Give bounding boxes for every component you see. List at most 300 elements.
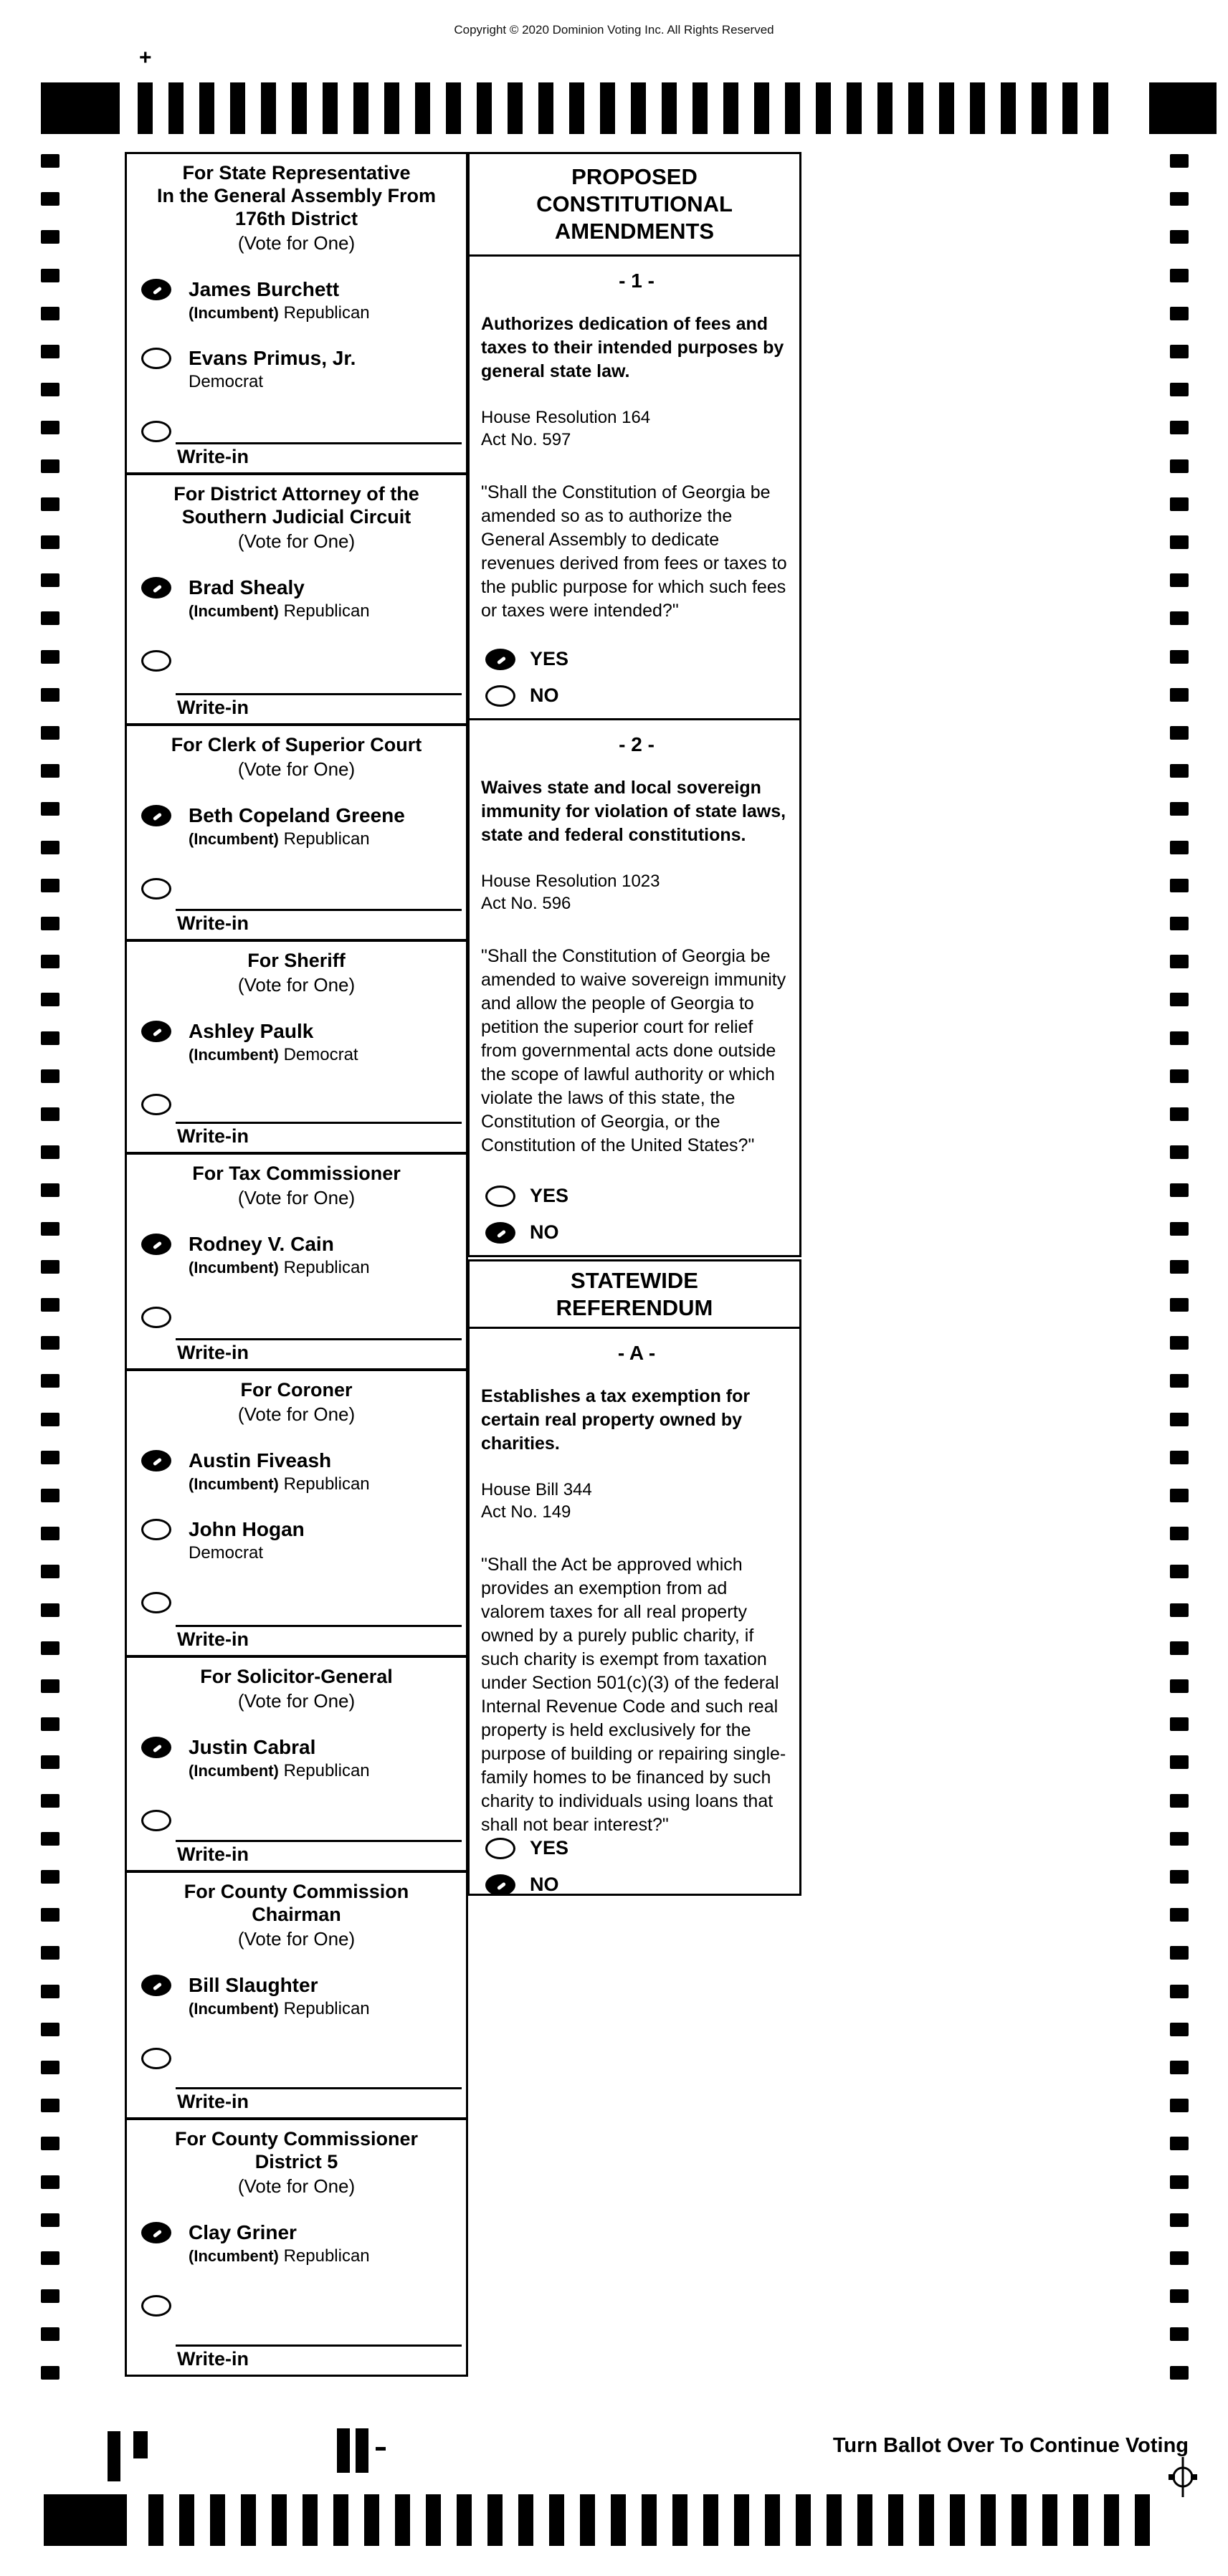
timing-mark — [1170, 1641, 1189, 1655]
contest-title — [127, 1162, 466, 1185]
timing-mark — [41, 650, 60, 664]
timing-bar — [272, 2494, 287, 2546]
timing-mark — [1170, 1145, 1189, 1159]
filled-oval[interactable] — [141, 577, 171, 598]
timing-mark — [1170, 230, 1189, 244]
timing-bar — [415, 82, 430, 134]
candidate-row — [141, 1519, 460, 1563]
timing-mark — [1170, 1946, 1189, 1960]
timing-bar — [138, 82, 153, 134]
timing-bar — [939, 82, 954, 134]
reference-line: House Resolution 164 — [481, 408, 651, 427]
filled-oval[interactable] — [141, 1450, 171, 1471]
timing-bar — [426, 2494, 441, 2546]
timing-bar — [241, 2494, 256, 2546]
blank-choice-row — [141, 1094, 460, 1115]
timing-mark — [1170, 154, 1189, 168]
empty-oval[interactable] — [141, 421, 171, 442]
candidate-text — [189, 1519, 305, 1563]
empty-oval[interactable] — [485, 685, 515, 707]
measure-references — [481, 406, 792, 451]
contest-title-line: 176th District — [234, 208, 358, 229]
timing-mark — [1170, 573, 1189, 587]
timing-mark — [1170, 1679, 1189, 1693]
contest-title-line: For District Attorney of the — [173, 483, 419, 505]
blank-choice-row — [141, 1307, 460, 1328]
measure-choices — [485, 1837, 792, 1896]
timing-band-top — [41, 82, 1217, 134]
candidate-party — [189, 1543, 305, 1563]
code-dash — [376, 2447, 386, 2451]
contest-title-line: For Sheriff — [247, 950, 346, 971]
timing-mark — [41, 1641, 60, 1655]
code-bar — [356, 2428, 368, 2473]
vote-for-instruction: (Vote for One) — [237, 1690, 356, 1712]
timing-mark — [41, 2099, 60, 2112]
timing-mark — [1170, 1336, 1189, 1350]
measure-number: - A - — [617, 1342, 656, 1364]
timing-mark — [1170, 269, 1189, 282]
timing-mark — [41, 726, 60, 740]
candidate-party — [189, 1761, 370, 1781]
timing-mark — [1170, 192, 1189, 206]
empty-oval[interactable] — [141, 2295, 171, 2317]
contest-title — [127, 1880, 466, 1926]
timing-mark — [1170, 993, 1189, 1006]
candidate-row — [141, 348, 460, 392]
vote-for-instruction: (Vote for One) — [237, 232, 356, 254]
timing-mark — [41, 917, 60, 930]
vote-for-instruction: (Vote for One) — [237, 1403, 356, 1425]
write-in-area — [127, 2087, 466, 2117]
timing-bar — [981, 2494, 996, 2546]
timing-mark — [1170, 383, 1189, 396]
contest-title — [127, 733, 466, 756]
timing-bar — [538, 82, 553, 134]
contest-box — [127, 1658, 466, 1873]
contest-box — [127, 1873, 466, 2120]
candidate-party — [189, 601, 370, 621]
choice-label: NO — [530, 1874, 559, 1895]
timing-mark — [41, 230, 60, 244]
timing-bar — [364, 2494, 379, 2546]
timing-mark — [41, 307, 60, 320]
timing-mark — [41, 1870, 60, 1884]
header-line: CONSTITUTIONAL — [536, 191, 733, 216]
write-in-line[interactable] — [176, 1338, 462, 1340]
timing-mark — [1170, 2289, 1189, 2303]
contest-title-line: In the General Assembly From — [156, 185, 437, 206]
timing-mark — [1170, 764, 1189, 778]
contest-title-line: For Solicitor-General — [200, 1666, 393, 1687]
timing-bar — [1073, 2494, 1088, 2546]
timing-mark — [41, 1107, 60, 1121]
timing-mark — [1170, 841, 1189, 854]
write-in-line[interactable] — [176, 693, 462, 695]
candidate-name: Justin Cabral — [189, 1736, 316, 1758]
candidate-text — [189, 1975, 370, 2019]
filled-oval[interactable] — [141, 1975, 171, 1996]
no-choice-row — [485, 1874, 792, 1896]
timing-mark — [1170, 1870, 1189, 1884]
contest-column — [125, 152, 468, 2377]
party-label: Republican — [283, 1761, 370, 1780]
filled-oval[interactable] — [485, 1874, 515, 1896]
candidate-text — [189, 1450, 370, 1494]
candidate-name: John Hogan — [189, 1518, 305, 1540]
measure-choices — [485, 1185, 792, 1244]
empty-oval[interactable] — [485, 1186, 515, 1207]
timing-marks-right — [1170, 154, 1189, 2448]
filled-oval[interactable] — [141, 805, 171, 826]
timing-mark — [1170, 1260, 1189, 1274]
timing-mark — [41, 2289, 60, 2303]
candidate-text — [189, 279, 370, 323]
filled-oval[interactable] — [485, 1222, 515, 1244]
timing-mark — [1170, 917, 1189, 930]
timing-mark — [41, 688, 60, 702]
incumbent-label: (Incumbent) — [189, 1046, 279, 1064]
timing-bar — [569, 82, 584, 134]
timing-mark — [1170, 1985, 1189, 1998]
write-in-line[interactable] — [176, 442, 462, 444]
yes-choice-row — [485, 1185, 792, 1207]
timing-bar — [877, 82, 893, 134]
timing-bar — [908, 82, 923, 134]
timing-mark — [41, 2213, 60, 2227]
write-in-area — [127, 909, 466, 939]
timing-bar — [395, 2494, 410, 2546]
timing-mark — [41, 1031, 60, 1045]
timing-mark — [41, 1069, 60, 1083]
write-in-label: Write-in — [177, 446, 249, 467]
write-in-label: Write-in — [177, 912, 249, 934]
timing-mark — [1170, 1183, 1189, 1197]
timing-mark — [41, 269, 60, 282]
timing-block — [1149, 82, 1217, 134]
timing-mark — [1170, 1451, 1189, 1464]
timing-mark — [1170, 1832, 1189, 1846]
timing-bar — [703, 2494, 718, 2546]
candidate-row — [141, 1234, 460, 1278]
timing-bar — [384, 82, 399, 134]
contest-title — [127, 949, 466, 972]
write-in-line[interactable] — [176, 1840, 462, 1842]
code-bar — [133, 2431, 148, 2458]
timing-mark — [1170, 1413, 1189, 1426]
choice-label: YES — [530, 1837, 569, 1859]
timing-mark — [1170, 345, 1189, 358]
filled-oval[interactable] — [485, 649, 515, 670]
contest-box — [127, 2120, 466, 2375]
candidate-row — [141, 1737, 460, 1781]
candidate-party — [189, 1045, 358, 1065]
timing-bar — [1135, 2494, 1150, 2546]
timing-mark — [41, 421, 60, 434]
candidate-text — [189, 577, 370, 621]
write-in-label: Write-in — [177, 1342, 249, 1363]
timing-bar — [970, 82, 985, 134]
timing-mark — [41, 1413, 60, 1426]
candidate-party — [189, 372, 356, 392]
header-line: PROPOSED — [571, 164, 698, 189]
measure-summary: Establishes a tax exemption for certain real property owned by charities. — [481, 1386, 751, 1454]
timing-bar — [179, 2494, 194, 2546]
blank-choice-row — [141, 1810, 460, 1831]
timing-mark — [1170, 535, 1189, 549]
timing-bar — [734, 2494, 749, 2546]
timing-mark — [41, 1985, 60, 1998]
empty-oval[interactable] — [141, 2048, 171, 2069]
party-label: Democrat — [189, 1543, 264, 1563]
timing-mark — [1170, 1717, 1189, 1731]
vote-for-instruction: (Vote for One) — [237, 1187, 356, 1208]
no-choice-row — [485, 684, 792, 707]
candidate-party — [189, 2246, 370, 2266]
filled-oval[interactable] — [141, 1021, 171, 1042]
timing-bar — [549, 2494, 564, 2546]
timing-mark — [41, 1565, 60, 1578]
write-in-line[interactable] — [176, 1625, 462, 1627]
contest-title-line: For Coroner — [240, 1379, 353, 1401]
candidate-row — [141, 805, 460, 849]
timing-mark — [1170, 459, 1189, 473]
contest-box — [127, 726, 466, 942]
measure-question: "Shall the Constitution of Georgia be amended so as to authorize the General Assembly to dedicate revenues derived from fees or taxes to the public purpose for which such fees or taxes were intended?" — [481, 482, 787, 621]
no-choice-row — [485, 1221, 792, 1244]
filled-oval[interactable] — [141, 1737, 171, 1758]
timing-bar — [642, 2494, 657, 2546]
candidate-name: Evans Primus, Jr. — [189, 347, 356, 369]
timing-mark — [41, 1908, 60, 1922]
timing-bar — [1093, 82, 1108, 134]
candidate-party — [189, 303, 370, 323]
timing-bar — [847, 82, 862, 134]
timing-mark — [41, 955, 60, 968]
timing-mark — [41, 1946, 60, 1960]
timing-mark — [1170, 688, 1189, 702]
timing-mark — [1170, 2251, 1189, 2265]
write-in-area — [127, 1338, 466, 1368]
timing-mark — [1170, 1755, 1189, 1769]
empty-oval[interactable] — [141, 1519, 171, 1540]
empty-oval[interactable] — [141, 1810, 171, 1831]
timing-bar — [816, 82, 831, 134]
party-label: Democrat — [189, 372, 264, 391]
timing-mark — [41, 345, 60, 358]
header-line: STATEWIDE — [571, 1267, 698, 1293]
contest-title-line: District 5 — [254, 2151, 338, 2172]
write-in-line[interactable] — [176, 909, 462, 911]
timing-mark — [41, 459, 60, 473]
incumbent-label: (Incumbent) — [189, 2247, 279, 2265]
filled-oval[interactable] — [141, 2222, 171, 2243]
timing-mark — [1170, 1794, 1189, 1808]
candidate-party — [189, 829, 405, 849]
code-bar — [108, 2431, 120, 2481]
measure-column — [467, 152, 801, 1896]
timing-bar — [333, 2494, 348, 2546]
timing-mark — [41, 2366, 60, 2380]
timing-bar — [950, 2494, 965, 2546]
timing-mark — [1170, 2099, 1189, 2112]
contest-title-line: For Tax Commissioner — [192, 1163, 401, 1184]
timing-bar — [261, 82, 276, 134]
reference-line: Act No. 596 — [481, 894, 571, 913]
blank-choice-row — [141, 650, 460, 672]
registration-plus-mark: + — [139, 46, 152, 70]
timing-mark — [41, 1145, 60, 1159]
incumbent-label: (Incumbent) — [189, 830, 279, 848]
empty-oval[interactable] — [141, 1592, 171, 1613]
timing-bar — [765, 2494, 780, 2546]
candidate-party — [189, 1258, 370, 1278]
timing-mark — [41, 879, 60, 892]
timing-bar — [323, 82, 338, 134]
vote-for-instruction: (Vote for One) — [237, 758, 356, 780]
write-in-label: Write-in — [177, 1843, 249, 1865]
contest-box — [127, 154, 466, 475]
timing-mark — [1170, 955, 1189, 968]
timing-block — [44, 2494, 127, 2546]
measure-box — [467, 254, 801, 720]
timing-bar — [148, 2494, 163, 2546]
timing-mark — [41, 1603, 60, 1617]
measure-question: "Shall the Constitution of Georgia be amended to waive sovereign immunity and allow the people of Georgia to petition the superior court for relief from governmental acts done outside the scope of lawful authority or which violate the laws of this state, the Constitution of Georgia, or the Constitution of the United States?" — [481, 946, 786, 1155]
contest-title — [127, 1378, 466, 1401]
party-label: Democrat — [283, 1045, 358, 1064]
measure-references — [481, 1479, 792, 1523]
timing-mark — [41, 1489, 60, 1502]
candidate-text — [189, 348, 356, 392]
timing-mark — [1170, 726, 1189, 740]
empty-oval[interactable] — [141, 650, 171, 672]
timing-mark — [41, 573, 60, 587]
incumbent-label: (Incumbent) — [189, 304, 279, 322]
write-in-area — [127, 1625, 466, 1655]
write-in-label: Write-in — [177, 1125, 249, 1147]
filled-oval[interactable] — [141, 279, 171, 300]
write-in-label: Write-in — [177, 1628, 249, 1650]
empty-oval[interactable] — [485, 1838, 515, 1859]
measure-section-header — [467, 152, 801, 257]
code-bar — [337, 2428, 350, 2473]
contest-title-line: For Clerk of Superior Court — [171, 734, 422, 755]
timing-mark — [1170, 1374, 1189, 1388]
candidate-row — [141, 279, 460, 323]
contest-box — [127, 942, 466, 1155]
timing-mark — [41, 1260, 60, 1274]
candidate-row — [141, 1021, 460, 1065]
write-in-line[interactable] — [176, 2087, 462, 2089]
contest-title-line: Southern Judicial Circuit — [181, 506, 411, 528]
empty-oval[interactable] — [141, 1094, 171, 1115]
timing-mark — [41, 2175, 60, 2189]
timing-bar — [1001, 82, 1016, 134]
candidate-name: Rodney V. Cain — [189, 1233, 334, 1255]
timing-bar — [1104, 2494, 1119, 2546]
empty-oval[interactable] — [141, 878, 171, 900]
candidate-row — [141, 1975, 460, 2019]
empty-oval[interactable] — [141, 348, 171, 369]
contest-box — [127, 1371, 466, 1658]
choice-label: YES — [530, 648, 569, 669]
write-in-area — [127, 442, 466, 472]
candidate-name: James Burchett — [189, 278, 340, 300]
reference-line: Act No. 597 — [481, 430, 571, 449]
registration-target-icon — [1167, 2457, 1199, 2497]
party-label: Republican — [283, 1999, 370, 2018]
timing-bar — [662, 82, 677, 134]
timing-mark — [41, 1374, 60, 1388]
write-in-area — [127, 1122, 466, 1152]
timing-mark — [1170, 497, 1189, 511]
candidate-text — [189, 805, 405, 849]
timing-bar — [457, 2494, 472, 2546]
candidate-name: Beth Copeland Greene — [189, 804, 405, 826]
timing-mark — [1170, 1489, 1189, 1502]
timing-mark — [41, 841, 60, 854]
candidate-text — [189, 2222, 370, 2266]
incumbent-label: (Incumbent) — [189, 1259, 279, 1277]
reference-line: House Resolution 1023 — [481, 872, 660, 891]
write-in-line[interactable] — [176, 1122, 462, 1124]
measure-number: - 2 - — [619, 733, 655, 755]
candidate-name: Clay Griner — [189, 2221, 297, 2243]
timing-mark — [1170, 2137, 1189, 2150]
vote-for-instruction: (Vote for One) — [237, 2175, 356, 2197]
timing-mark — [41, 2137, 60, 2150]
party-label: Republican — [283, 829, 370, 849]
candidate-text — [189, 1021, 358, 1065]
timing-mark — [41, 1336, 60, 1350]
timing-mark — [1170, 2213, 1189, 2227]
timing-mark — [1170, 879, 1189, 892]
write-in-line[interactable] — [176, 2344, 462, 2347]
timing-mark — [1170, 2327, 1189, 2341]
measure-box — [467, 718, 801, 1257]
timing-mark — [41, 2023, 60, 2036]
blank-choice-row — [141, 878, 460, 900]
timing-bar — [600, 82, 615, 134]
timing-mark — [41, 383, 60, 396]
timing-bar — [292, 82, 307, 134]
timing-mark — [1170, 307, 1189, 320]
party-label: Republican — [283, 1474, 370, 1494]
filled-oval[interactable] — [141, 1234, 171, 1255]
timing-mark — [41, 1451, 60, 1464]
timing-bar — [888, 2494, 903, 2546]
timing-mark — [41, 1717, 60, 1731]
party-label: Republican — [283, 2246, 370, 2266]
turn-ballot-over-text: Turn Ballot Over To Continue Voting — [832, 2434, 1189, 2457]
timing-bar — [723, 82, 738, 134]
timing-mark — [1170, 1603, 1189, 1617]
candidate-name: Brad Shealy — [189, 576, 305, 598]
timing-mark — [41, 1527, 60, 1540]
candidate-text — [189, 1234, 370, 1278]
timing-mark — [41, 1183, 60, 1197]
empty-oval[interactable] — [141, 1307, 171, 1328]
candidate-party — [189, 1474, 370, 1494]
candidate-name: Austin Fiveash — [189, 1449, 332, 1471]
timing-mark — [1170, 421, 1189, 434]
header-line: AMENDMENTS — [554, 219, 715, 244]
candidate-row — [141, 1450, 460, 1494]
measure-references — [481, 870, 792, 915]
party-label: Republican — [283, 601, 370, 621]
incumbent-label: (Incumbent) — [189, 1475, 279, 1493]
